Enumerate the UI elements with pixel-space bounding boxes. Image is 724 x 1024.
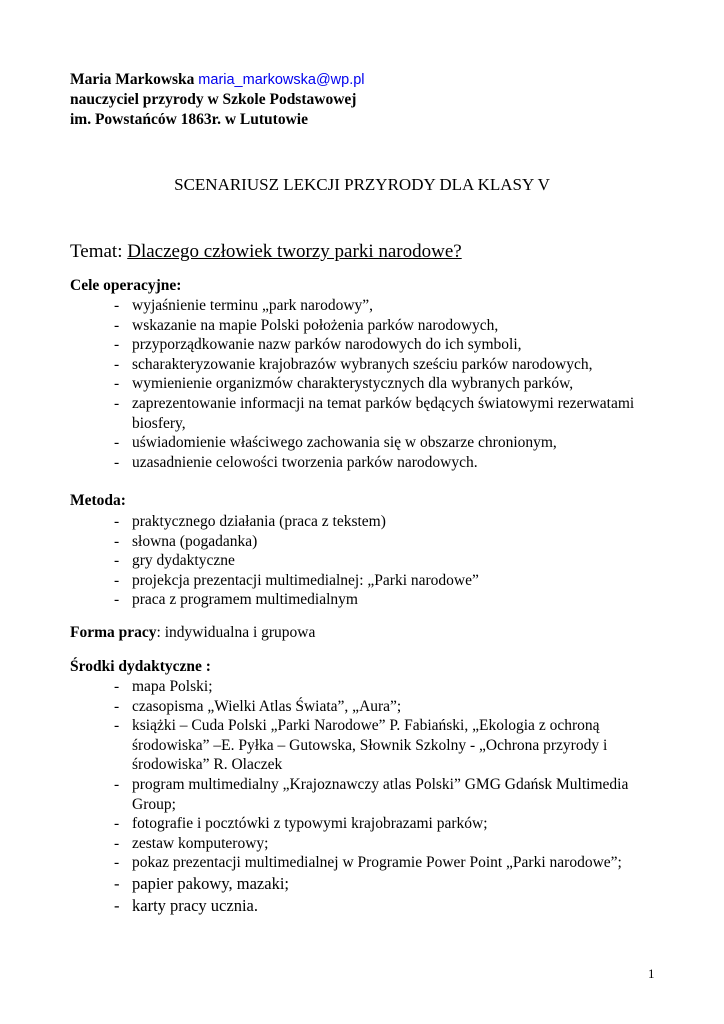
- list-item: - scharakteryzowanie krajobrazów wybranych sześciu parków narodowych,: [114, 355, 674, 375]
- list-item: - pokaz prezentacji multimedialnej w Programie Power Point „Parki narodowe”;: [114, 853, 642, 873]
- list-item: - uzasadnienie celowości tworzenia parków narodowych.: [114, 453, 674, 473]
- author-email-link[interactable]: maria_markowska@wp.pl: [198, 72, 365, 88]
- list-item: - wskazanie na mapie Polski położenia parków narodowych,: [114, 316, 674, 336]
- list-item: - czasopisma „Wielki Atlas Świata”, „Aura”;: [114, 697, 654, 717]
- list-item: - papier pakowy, mazaki;: [114, 873, 654, 895]
- list-item: - przyporządkowanie nazw parków narodowych do ich symboli,: [114, 335, 674, 355]
- method-heading: Metoda:: [70, 492, 126, 509]
- author-line: [70, 71, 365, 89]
- list-item: - karty pracy ucznia.: [114, 895, 654, 917]
- list-item: - zestaw komputerowy;: [114, 834, 654, 854]
- list-item: - wymienienie organizmów charakterystycznych dla wybranych parków,: [114, 374, 674, 394]
- list-item: - projekcja prezentacji multimedialnej: „Parki narodowe”: [114, 571, 674, 591]
- list-item: - praca z programem multimedialnym: [114, 590, 674, 610]
- topic-text: Dlaczego człowiek tworzy parki narodowe?: [127, 241, 462, 262]
- list-item: - słowna (pogadanka): [114, 532, 674, 552]
- list-item: - gry dydaktyczne: [114, 551, 674, 571]
- work-form: [70, 624, 315, 642]
- work-form-value: : indywidualna i grupowa: [156, 624, 316, 641]
- list-item: - wyjaśnienie terminu „park narodowy”,: [114, 296, 674, 316]
- school-name: im. Powstańców 1863r. w Lututowie: [70, 111, 308, 128]
- aids-heading: Środki dydaktyczne :: [70, 658, 211, 675]
- list-item: - praktycznego działania (praca z tekstem): [114, 512, 674, 532]
- work-form-label: Forma pracy: [70, 624, 157, 641]
- list-item: - mapa Polski;: [114, 677, 654, 697]
- goals-heading: Cele operacyjne:: [70, 277, 182, 294]
- author-position: nauczyciel przyrody w Szkole Podstawowej: [70, 91, 357, 108]
- list-item: - fotografie i pocztówki z typowymi krajobrazami parków;: [114, 814, 654, 834]
- lesson-topic: [70, 241, 462, 263]
- method-list: [114, 512, 674, 610]
- list-item: - książki – Cuda Polski „Parki Narodowe” P. Fabiański, „Ekologia z ochroną środowiska” –E. Pyłka – Gutowska, Słownik Szkolny - „Ochrona przyrody i środowiska” R. Olaczek: [114, 716, 654, 775]
- topic-label: Temat:: [70, 241, 123, 262]
- author-name: Maria Markowska: [70, 71, 195, 88]
- page-number: 1: [648, 966, 655, 981]
- list-item: - program multimedialny „Krajoznawczy atlas Polski” GMG Gdańsk Multimedia Group;: [114, 775, 632, 814]
- goals-list: [114, 296, 674, 472]
- list-item: - zaprezentowanie informacji na temat parków będących światowymi rezerwatami biosfery,: [114, 394, 637, 433]
- document-title: SCENARIUSZ LEKCJI PRZYRODY DLA KLASY V: [174, 175, 550, 194]
- list-item: - uświadomienie właściwego zachowania się w obszarze chronionym,: [114, 433, 674, 453]
- aids-list: [114, 677, 654, 917]
